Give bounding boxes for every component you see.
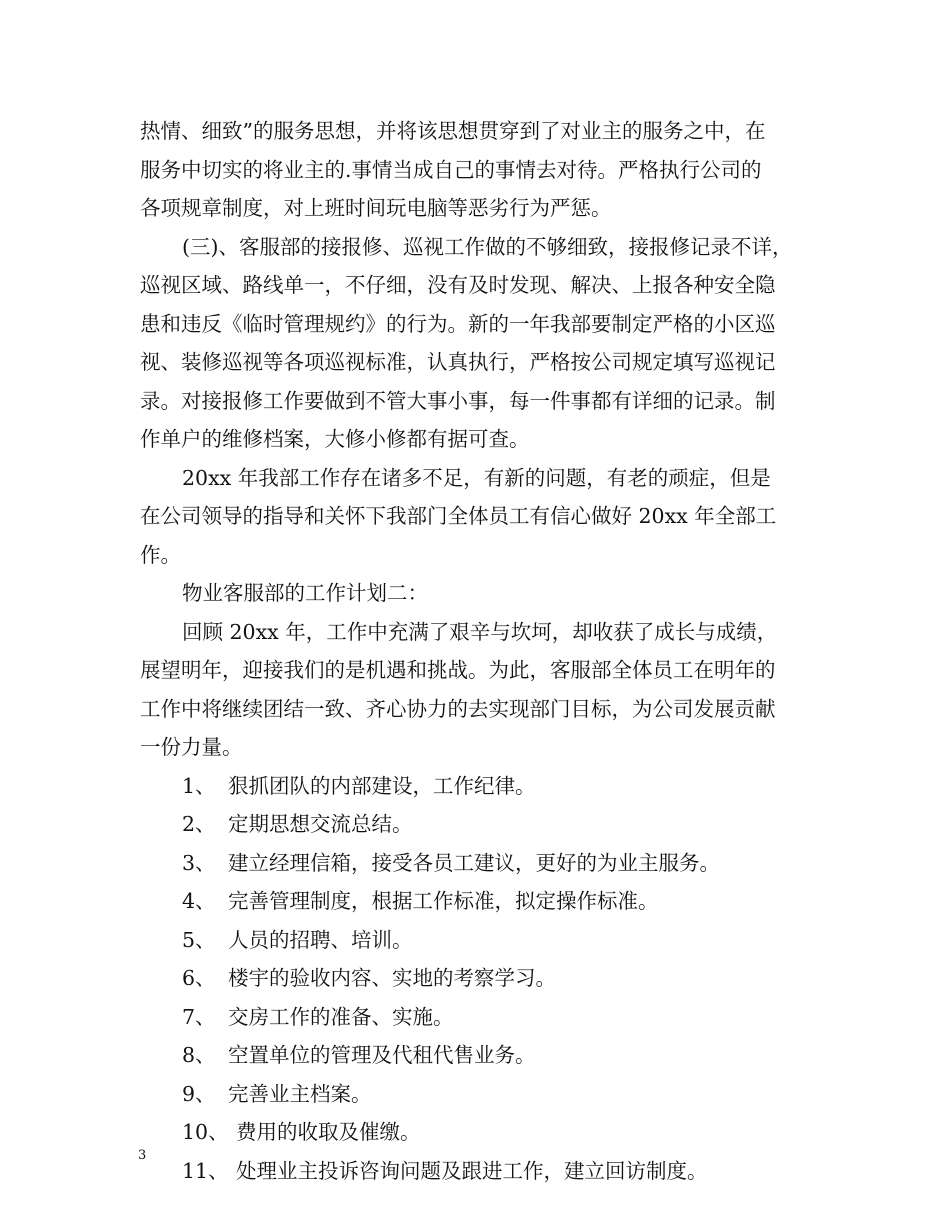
list-item-text: 楼宇的验收内容、实地的考察学习。 <box>228 966 556 990</box>
section-heading: 物业客服部的工作计划二： <box>182 581 428 605</box>
list-item <box>140 921 820 960</box>
list-item-number: 5、 <box>182 927 216 952</box>
list-item-text: 空置单位的管理及代租代售业务。 <box>228 1043 536 1067</box>
text-line: 巡视区域、路线单一，不仔细，没有及时发现、解决、上报各种安全隐 <box>140 273 776 297</box>
text-line: 作。 <box>140 542 181 567</box>
text-line: 视、装修巡视等各项巡视标准，认真执行，严格按公司规定填写巡视记 <box>140 350 776 374</box>
text-line: 作单户的维修档案，大修小修都有据可查。 <box>140 427 530 451</box>
list-item-text: 处理业主投诉咨询问题及跟进工作，建立回访制度。 <box>236 1158 708 1183</box>
list-item <box>140 767 820 806</box>
list-item-text: 完善管理制度，根据工作标准，拟定操作标准。 <box>228 889 659 913</box>
list-item-text: 交房工作的准备、实施。 <box>228 1004 454 1029</box>
list-item <box>140 844 820 883</box>
text-line: 服务中切实的将业主的.事情当成自己的事情去对待。严格执行公司的 <box>140 157 762 182</box>
text-line: 在公司领导的指导和关怀下我部门全体员工有信心做好 20xx 年全部工 <box>140 504 777 528</box>
list-item-number: 9、 <box>182 1081 216 1106</box>
list-item-text: 完善业主档案。 <box>228 1081 372 1106</box>
list-item-number: 7、 <box>182 1004 216 1029</box>
list-item <box>140 998 820 1037</box>
text-line: 一份力量。 <box>140 735 243 759</box>
list-item-text: 狠抓团队的内部建设，工作纪律。 <box>228 773 536 798</box>
text-line: 20xx 年我部工作存在诸多不足，有新的问题，有老的顽症，但是 <box>182 465 771 490</box>
list-item-number: 3、 <box>182 850 216 875</box>
text-line: 录。对接报修工作要做到不管大事小事，每一件事都有详细的记录。制 <box>140 388 776 413</box>
list-item-number: 8、 <box>182 1043 216 1067</box>
list-item <box>140 805 820 844</box>
list-item-text: 人员的招聘、培训。 <box>228 927 413 952</box>
list-item <box>140 1036 820 1075</box>
list-item <box>140 1113 820 1152</box>
text-line: 工作中将继续团结一致、齐心协力的去实现部门目标，为公司发展贡献 <box>140 696 776 721</box>
list-item-text: 费用的收取及催缴。 <box>236 1120 421 1144</box>
text-line: (三)、客服部的接报修、巡视工作做的不够细致，接报修记录不详， <box>182 234 793 259</box>
document-body <box>140 112 820 1190</box>
list-item-number: 11、 <box>182 1158 229 1183</box>
list-item-text: 建立经理信箱，接受各员工建议，更好的为业主服务。 <box>228 850 720 875</box>
text-line: 各项规章制度，对上班时间玩电脑等恶劣行为严惩。 <box>140 196 612 220</box>
list-item-number: 6、 <box>182 966 216 990</box>
text-line: 患和违反《临时管理规约》的行为。新的一年我部要制定严格的小区巡 <box>140 311 776 336</box>
text-line: 展望明年，迎接我们的是机遇和挑战。为此，客服部全体员工在明年的 <box>140 658 776 682</box>
text-line: 热情、细致”的服务思想，并将该思想贯穿到了对业主的服务之中，在 <box>140 119 766 143</box>
list-item-text: 定期思想交流总结。 <box>228 812 413 836</box>
list-item-number: 4、 <box>182 889 216 913</box>
list-item <box>140 882 820 921</box>
list-item <box>140 1152 820 1191</box>
list-item <box>140 1075 820 1114</box>
page-number: 3 <box>138 1148 147 1163</box>
list-item-number: 1、 <box>182 773 216 798</box>
list-item <box>140 959 820 998</box>
list-item-number: 2、 <box>182 812 216 836</box>
list-item-number: 10、 <box>182 1120 229 1144</box>
text-line: 回顾 20xx 年，工作中充满了艰辛与坎坷，却收获了成长与成绩， <box>182 619 778 644</box>
